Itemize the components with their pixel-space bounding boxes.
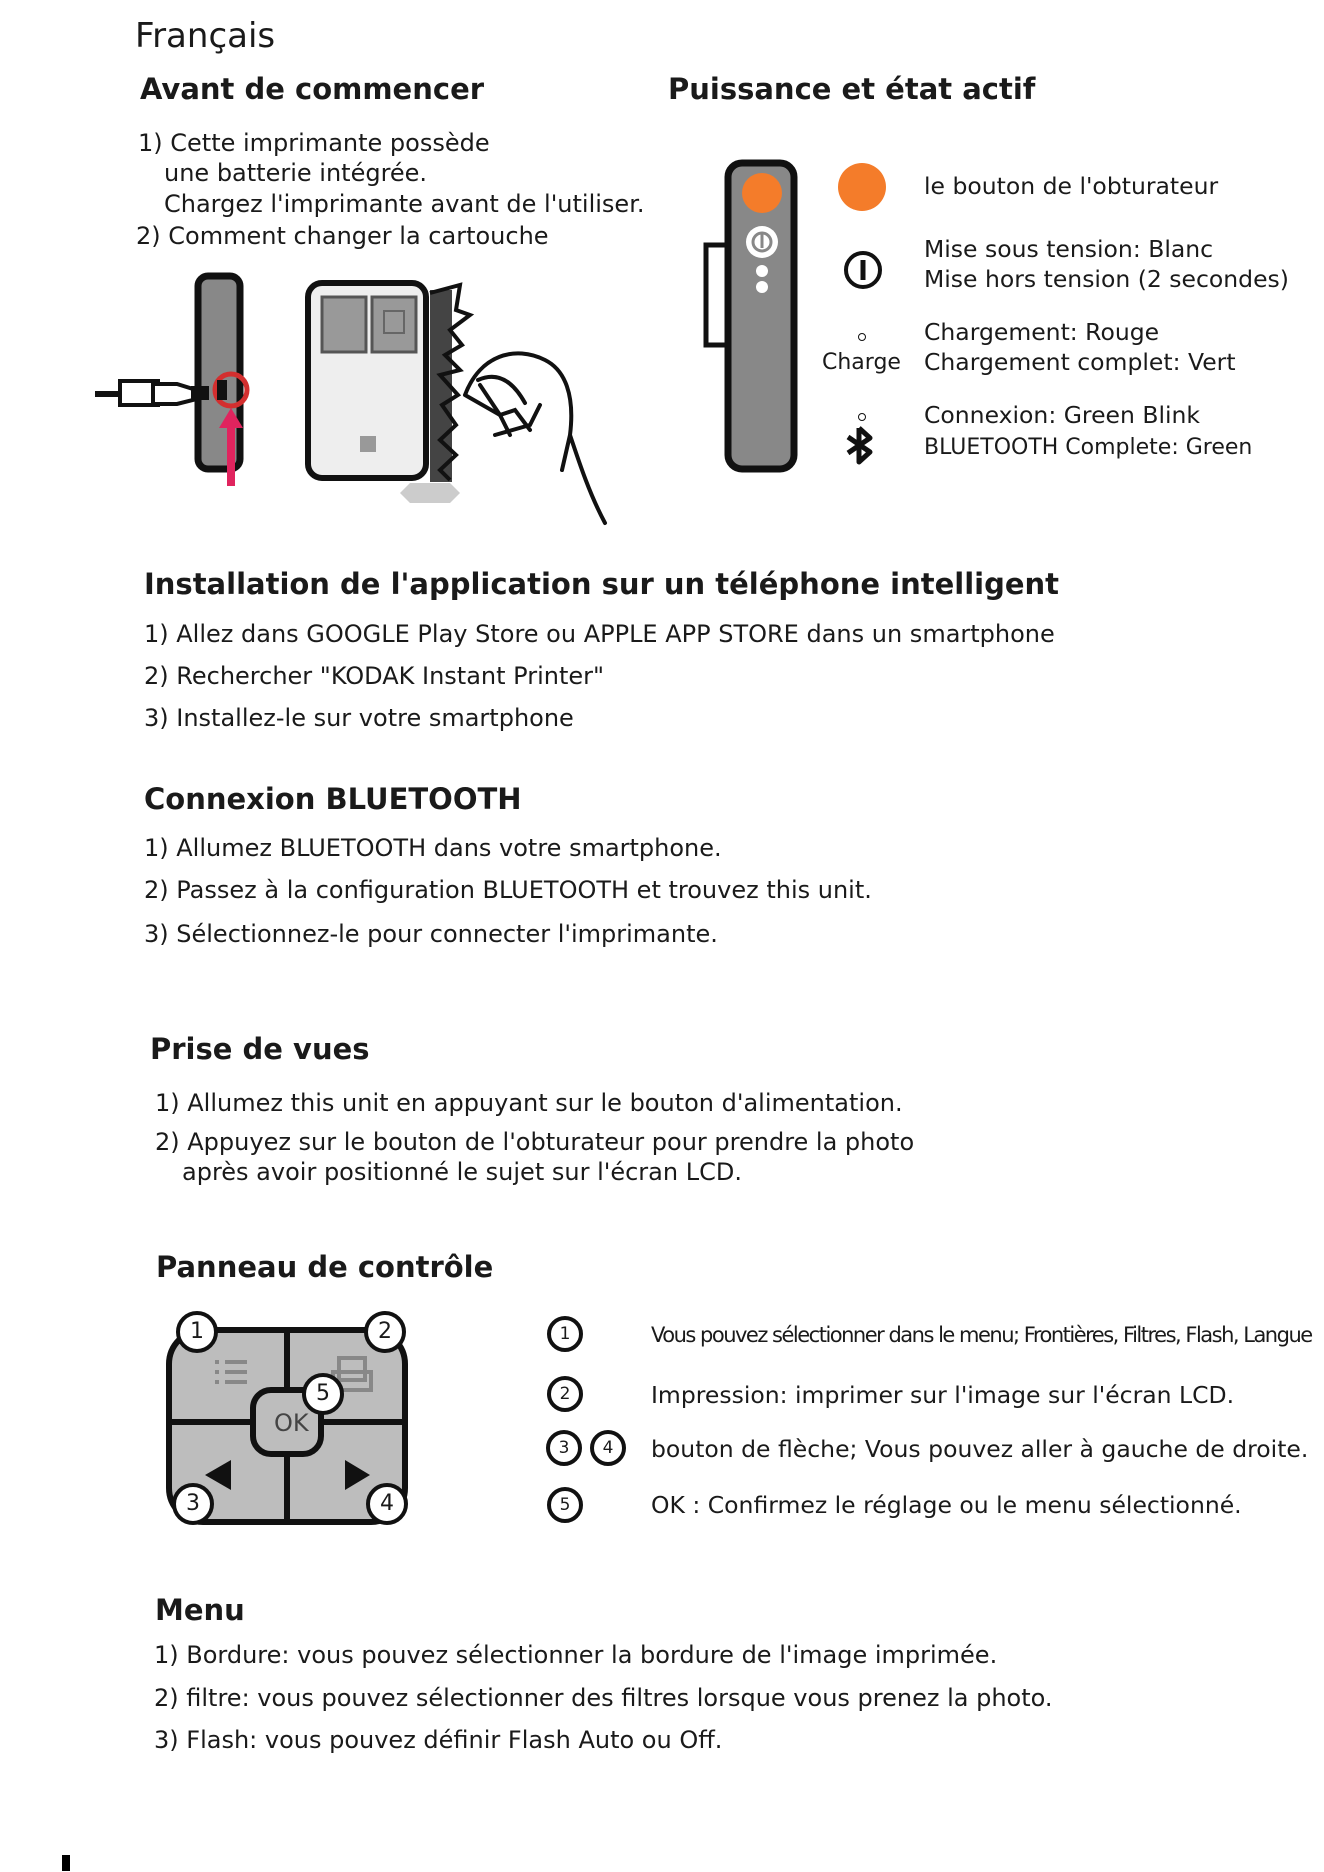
bluetooth-step-3: 3) Sélectionnez-le pour connecter l'imprimante. <box>144 920 718 948</box>
menu-item-1: 1) Bordure: vous pouvez sélectionner la bordure de l'image imprimée. <box>154 1641 998 1669</box>
legend-number-1: 1 <box>547 1316 583 1352</box>
legend-desc-2: Impression: imprimer sur l'image sur l'écran LCD. <box>651 1381 1235 1409</box>
power-off-label: Mise hors tension (2 secondes) <box>924 265 1289 293</box>
install-step-2: 2) Rechercher "KODAK Instant Printer" <box>144 662 605 690</box>
section-title-panneau: Panneau de contrôle <box>156 1250 494 1284</box>
charging-label: Chargement: Rouge <box>924 318 1160 346</box>
section-title-puissance: Puissance et état actif <box>668 72 1036 106</box>
bluetooth-icon <box>844 426 874 464</box>
prise-step-2a: 2) Appuyez sur le bouton de l'obturateur pour prendre la photo <box>155 1128 915 1156</box>
badge-5-label: 5 <box>316 1381 330 1406</box>
legend-number-2: 2 <box>547 1376 583 1412</box>
install-step-3: 3) Installez-le sur votre smartphone <box>144 704 574 732</box>
bluetooth-led-icon <box>858 413 866 421</box>
shutter-label: le bouton de l'obturateur <box>924 172 1219 200</box>
legend-number-5: 5 <box>547 1487 583 1523</box>
page-corner-mark <box>62 1855 70 1871</box>
bt-connect-label: Connexion: Green Blink <box>924 401 1201 429</box>
ok-button-label: OK <box>274 1409 309 1437</box>
charge-done-label: Chargement complet: Vert <box>924 348 1236 376</box>
avant-line-3: Chargez l'imprimante avant de l'utiliser. <box>164 190 645 218</box>
section-title-bluetooth: Connexion BLUETOOTH <box>144 782 522 816</box>
install-step-1: 1) Allez dans GOOGLE Play Store ou APPLE APP STORE dans un smartphone <box>144 620 1055 648</box>
section-title-installation: Installation de l'application sur un téléphone intelligent <box>144 567 1060 601</box>
charge-led-icon <box>858 333 866 341</box>
badge-3-label: 3 <box>186 1491 200 1516</box>
section-title-avant: Avant de commencer <box>140 72 485 106</box>
badge-2-label: 2 <box>378 1319 392 1344</box>
bt-complete-label: BLUETOOTH Complete: Green <box>924 435 1253 460</box>
section-title-prise: Prise de vues <box>150 1032 370 1066</box>
prise-step-1: 1) Allumez this unit en appuyant sur le bouton d'alimentation. <box>155 1089 903 1117</box>
menu-item-3: 3) Flash: vous pouvez définir Flash Auto ou Off. <box>154 1726 723 1754</box>
avant-line-1: 1) Cette imprimante possède <box>138 129 490 157</box>
cartridge-illustration <box>300 275 620 535</box>
prise-step-2b: après avoir positionné le sujet sur l'écran LCD. <box>182 1158 742 1186</box>
legend-number-4: 4 <box>590 1430 626 1466</box>
charge-label: Charge <box>822 350 901 375</box>
menu-item-2: 2) filtre: vous pouvez sélectionner des filtres lorsque vous prenez la photo. <box>154 1684 1053 1712</box>
usb-charging-illustration <box>95 268 275 498</box>
printer-side-device <box>700 155 810 475</box>
section-title-menu: Menu <box>155 1593 245 1627</box>
shutter-button-icon <box>838 163 886 211</box>
legend-desc-1: Vous pouvez sélectionner dans le menu; Frontières, Filtres, Flash, Langue <box>651 1323 1312 1347</box>
page-language: Français <box>135 16 276 56</box>
power-icon <box>843 250 883 290</box>
avant-line-2: une batterie intégrée. <box>164 159 428 187</box>
badge-1-label: 1 <box>190 1319 204 1344</box>
bluetooth-step-2: 2) Passez à la configuration BLUETOOTH et trouvez this unit. <box>144 876 872 904</box>
avant-line-4: 2) Comment changer la cartouche <box>136 222 549 250</box>
legend-number-3: 3 <box>546 1430 582 1466</box>
bluetooth-step-1: 1) Allumez BLUETOOTH dans votre smartphone. <box>144 834 722 862</box>
badge-4-label: 4 <box>380 1491 394 1516</box>
legend-desc-34: bouton de flèche; Vous pouvez aller à gauche de droite. <box>651 1435 1309 1463</box>
power-on-label: Mise sous tension: Blanc <box>924 235 1214 263</box>
legend-desc-5: OK : Confirmez le réglage ou le menu sélectionné. <box>651 1491 1242 1519</box>
